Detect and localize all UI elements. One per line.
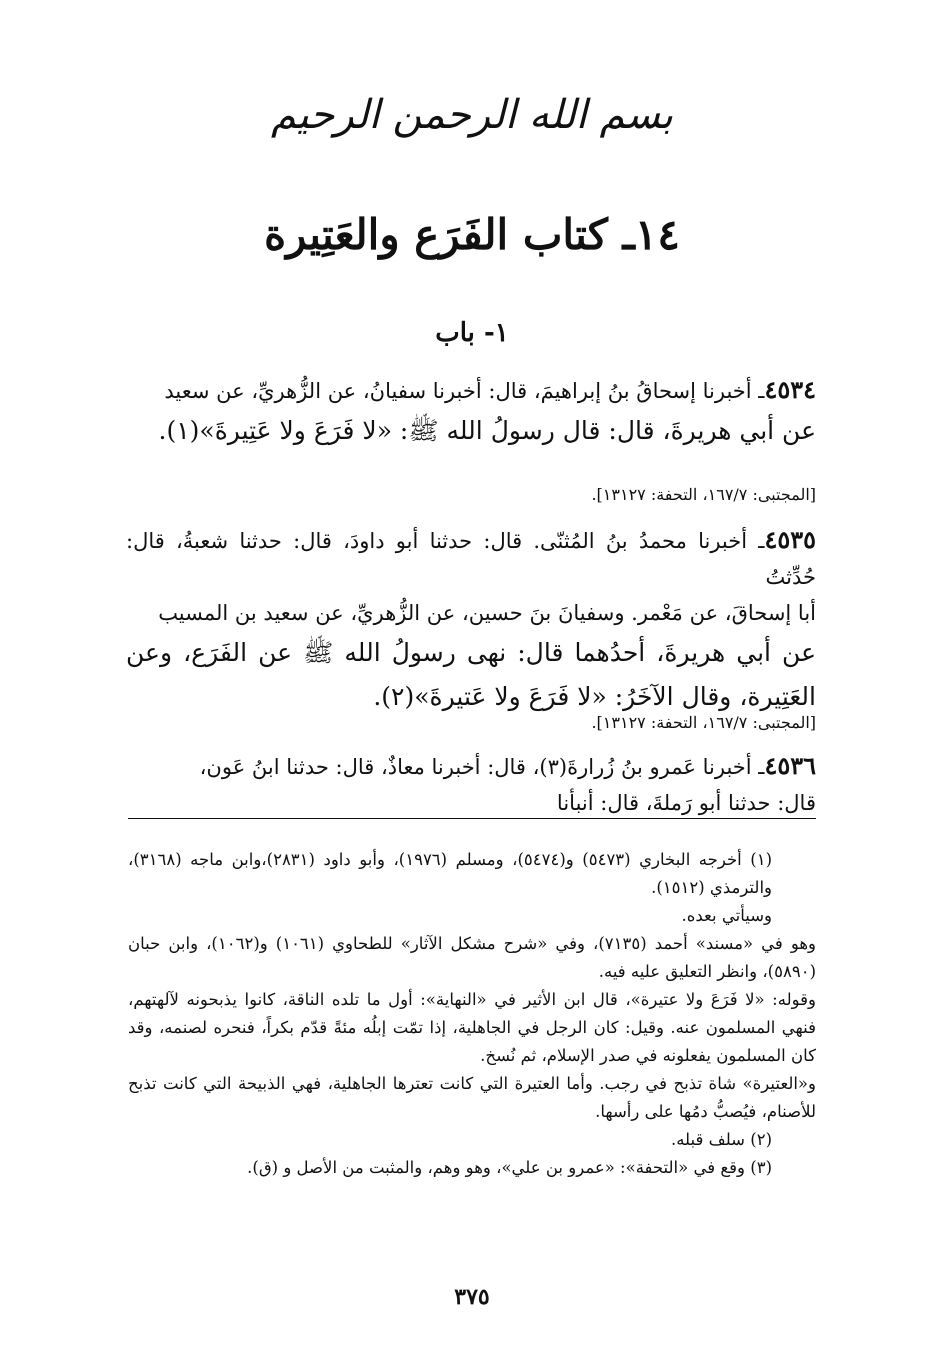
hadith-reference: [المجتبى: ١٦٧/٧، التحفة: ١٣١٢٧].	[591, 713, 816, 732]
footnote-text: وهو في «مسند» أحمد (٧١٣٥)، وفي «شرح مشكل الآثار» للطحاوي (١٠٦١) و(١٠٦٢)، وابن حبان (٥٨٩٠)، وانظر التعليق عليه فيه.	[128, 934, 817, 981]
hadith-isnad: ٤٥٣٥ـ أخبرنا محمدُ بنُ المُثنّى. قال: حدثنا أبو داودَ، قال: حدثنا شعبةُ، قال: حُدِّثتُ	[126, 525, 816, 589]
hadith-4534	[126, 372, 816, 453]
footnote-text: و«العتيرة» شاة تذبح في رجب. وأما العتيرة التي كانت تعترها الجاهلية، فهي الذبيحة التي كانت تذبح للأصنام، فيُصبُّ دمُها على رأسها.	[128, 1074, 816, 1121]
hadith-isnad: ٤٥٣٦ـ أخبرنا عَمرو بنُ زُرارةَ(٣)، قال: أخبرنا معاذٌ، قال: حدثنا ابنُ عَون،	[199, 751, 816, 780]
hadith-4536	[126, 748, 816, 821]
hadith-reference: [المجتبى: ١٦٧/٧، التحفة: ١٣١٢٧].	[591, 485, 816, 504]
hadith-isnad: ٤٥٣٤ـ أخبرنا إسحاقُ بنُ إبراهيمَ، قال: أخبرنا سفيانُ، عن الزُّهريِّ، عن سعيد	[164, 375, 816, 404]
footnotes	[128, 846, 816, 1182]
footnote-text: وقوله: «لا فَرَعَ ولا عتيرة»، قال ابن الأثير في «النهاية»: أول ما تلده الناقة، كانوا يذبحونه لآلهتهم، فنهي المسلمون عنه. وقيل: كان الرجل في الجاهلية، إذا تمّت إبلُه مئةً قدّم بكراً، فنحره لصنمه، وقد كان المسلمون يفعلونه في صدر الإسلام، ثم نُسخ.	[128, 990, 816, 1065]
hadith-isnad-continued: أبا إسحاقَ، عن مَعْمر. وسفيانَ بنَ حسين، عن الزُّهريِّ، عن سعيد بن المسيب	[158, 601, 816, 625]
chapter-heading: ١- باب	[435, 318, 509, 348]
hadith-number: ٤٥٣٥	[764, 525, 816, 554]
footnote-separator	[128, 818, 816, 819]
footnote-2: (٢) سلف قبله.	[670, 1130, 772, 1149]
hadith-number: ٤٥٣٤	[764, 375, 816, 404]
hadith-matn: عن أبي هريرةَ، أحدُهما قال: نهى رسولُ الله ﷺ عن الفَرَع، وعن العَتِيرة، وقال الآخَرُ: «لا فَرَعَ ولا عَتيرةَ»(٢).	[126, 638, 816, 711]
footnote-1: (١) أخرجه البخاري (٥٤٧٣) و(٥٤٧٤)، ومسلم (١٩٧٦)، وأبو داود (٢٨٣١)،وابن ماجه (٣١٦٨)، والترمذي (١٥١٢).	[128, 850, 773, 897]
book-title: ١٤ـ كتاب الفَرَع والعَتِيرة	[264, 210, 680, 259]
page-number: ٣٧٥	[454, 1284, 490, 1310]
hadith-isnad-continued: قال: حدثنا أبو رَملةَ، قال: أنبأنا	[556, 791, 816, 815]
footnote-3: (٣) وقع في «التحفة»: «عمرو بن علي»، وهو وهم، والمثبت من الأصل و (ق).	[247, 1158, 772, 1177]
hadith-4535	[126, 522, 816, 719]
hadith-number: ٤٥٣٦	[764, 751, 816, 780]
hadith-matn: عن أبي هريرةَ، قال: قال رسولُ الله ﷺ: «لا فَرَعَ ولا عَتِيرةَ»(١).	[158, 416, 816, 445]
footnote-text: وسيأتي بعده.	[681, 906, 772, 925]
basmala: بسم الله الرحمن الرحيم	[270, 92, 674, 138]
